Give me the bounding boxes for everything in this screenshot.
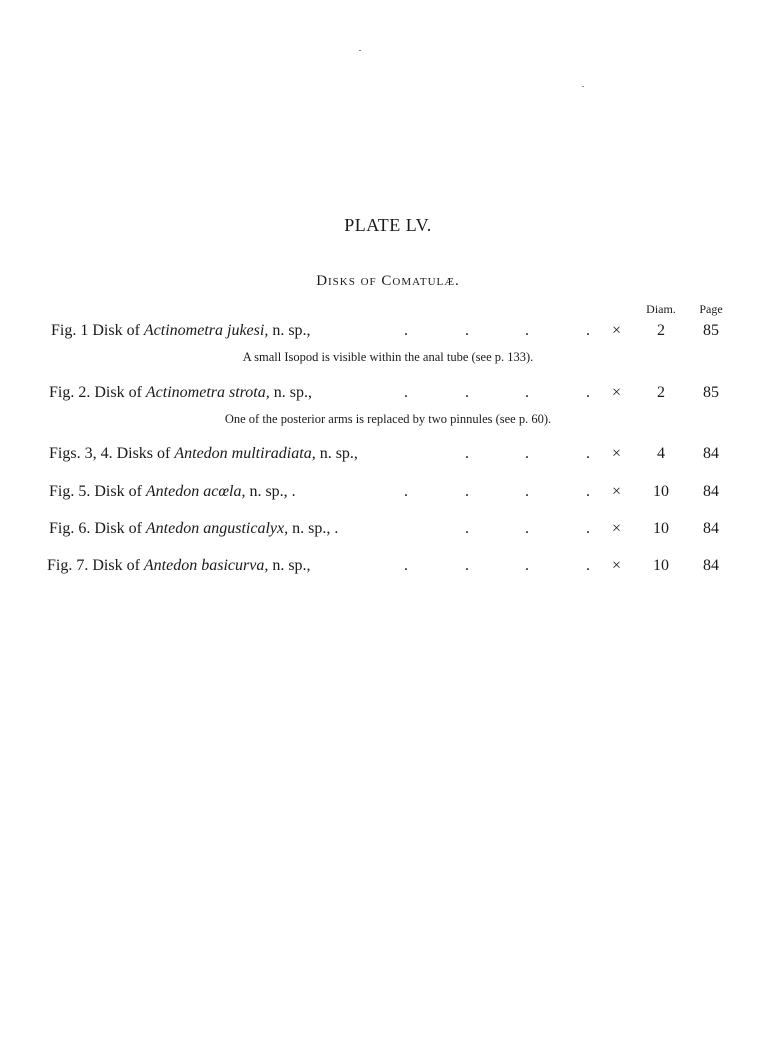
figure-description: Fig. 5. Disk of Antedon acœla, n. sp., . xyxy=(49,483,296,500)
diameter-value: 10 xyxy=(653,557,669,574)
page-number: 84 xyxy=(703,483,719,500)
print-speck xyxy=(582,86,584,87)
leader-dot: . xyxy=(465,445,469,462)
figure-entry xyxy=(0,384,776,406)
leader-dot: . xyxy=(465,557,469,574)
species-name: Antedon multiradiata, xyxy=(174,445,316,462)
print-speck xyxy=(359,50,361,51)
page-number: 85 xyxy=(703,322,719,339)
species-name: Actinometra jukesi, xyxy=(143,322,269,339)
column-header-page: Page xyxy=(699,302,723,316)
leader-dot: . xyxy=(525,483,529,500)
figure-description: Fig. 7. Disk of Antedon basicurva, n. sp., xyxy=(47,557,311,574)
magnification-sign: × xyxy=(612,445,622,462)
page-number: 84 xyxy=(703,445,719,462)
leader-dot: . xyxy=(525,520,529,537)
leader-dot: . xyxy=(404,322,408,339)
magnification-sign: × xyxy=(612,322,622,339)
leader-dot: . xyxy=(586,322,590,339)
diameter-value: 4 xyxy=(657,445,665,462)
page-number: 85 xyxy=(703,384,719,401)
figure-entry xyxy=(0,483,776,505)
plate-title: PLATE LV. xyxy=(344,215,432,235)
leader-dot: . xyxy=(465,483,469,500)
figure-entry xyxy=(0,557,776,579)
leader-dot: . xyxy=(465,520,469,537)
leader-dot: . xyxy=(586,557,590,574)
figure-note: One of the posterior arms is replaced by two pinnules (see p. 60). xyxy=(224,412,552,426)
leader-dot: . xyxy=(404,557,408,574)
figure-description: Fig. 2. Disk of Actinometra strota, n. sp., xyxy=(49,384,312,401)
magnification-sign: × xyxy=(612,520,622,537)
diameter-value: 10 xyxy=(653,520,669,537)
page-number: 84 xyxy=(703,520,719,537)
magnification-sign: × xyxy=(612,384,622,401)
figure-entry xyxy=(0,322,776,344)
species-name: Antedon basicurva, xyxy=(143,557,269,574)
leader-dot: . xyxy=(525,557,529,574)
leader-dot: . xyxy=(586,445,590,462)
leader-dot: . xyxy=(525,322,529,339)
leader-dot: . xyxy=(465,322,469,339)
figure-description: Figs. 3, 4. Disks of Antedon multiradiata, n. sp., xyxy=(49,445,358,462)
leader-dot: . xyxy=(404,384,408,401)
diameter-value: 2 xyxy=(657,384,665,401)
magnification-sign: × xyxy=(612,557,622,574)
figure-note: A small Isopod is visible within the anal tube (see p. 133). xyxy=(242,350,534,364)
species-name: Actinometra strota, xyxy=(145,384,270,401)
figure-description: Fig. 1 Disk of Actinometra jukesi, n. sp., xyxy=(51,322,311,339)
species-name: Antedon angusticalyx, xyxy=(145,520,289,537)
leader-dot: . xyxy=(586,520,590,537)
diameter-value: 2 xyxy=(657,322,665,339)
figure-description: Fig. 6. Disk of Antedon angusticalyx, n. sp., . xyxy=(49,520,339,537)
plate-subtitle: Disks of Comatulæ. xyxy=(316,273,460,289)
leader-dot: . xyxy=(525,445,529,462)
figure-entry xyxy=(0,520,776,542)
leader-dot: . xyxy=(586,483,590,500)
page-number: 84 xyxy=(703,557,719,574)
figure-entry xyxy=(0,445,776,467)
leader-dot: . xyxy=(465,384,469,401)
leader-dot: . xyxy=(586,384,590,401)
leader-dot: . xyxy=(404,483,408,500)
leader-dot: . xyxy=(525,384,529,401)
magnification-sign: × xyxy=(612,483,622,500)
species-name: Antedon acœla, xyxy=(145,483,246,500)
diameter-value: 10 xyxy=(653,483,669,500)
column-header-diam: Diam. xyxy=(646,302,676,316)
